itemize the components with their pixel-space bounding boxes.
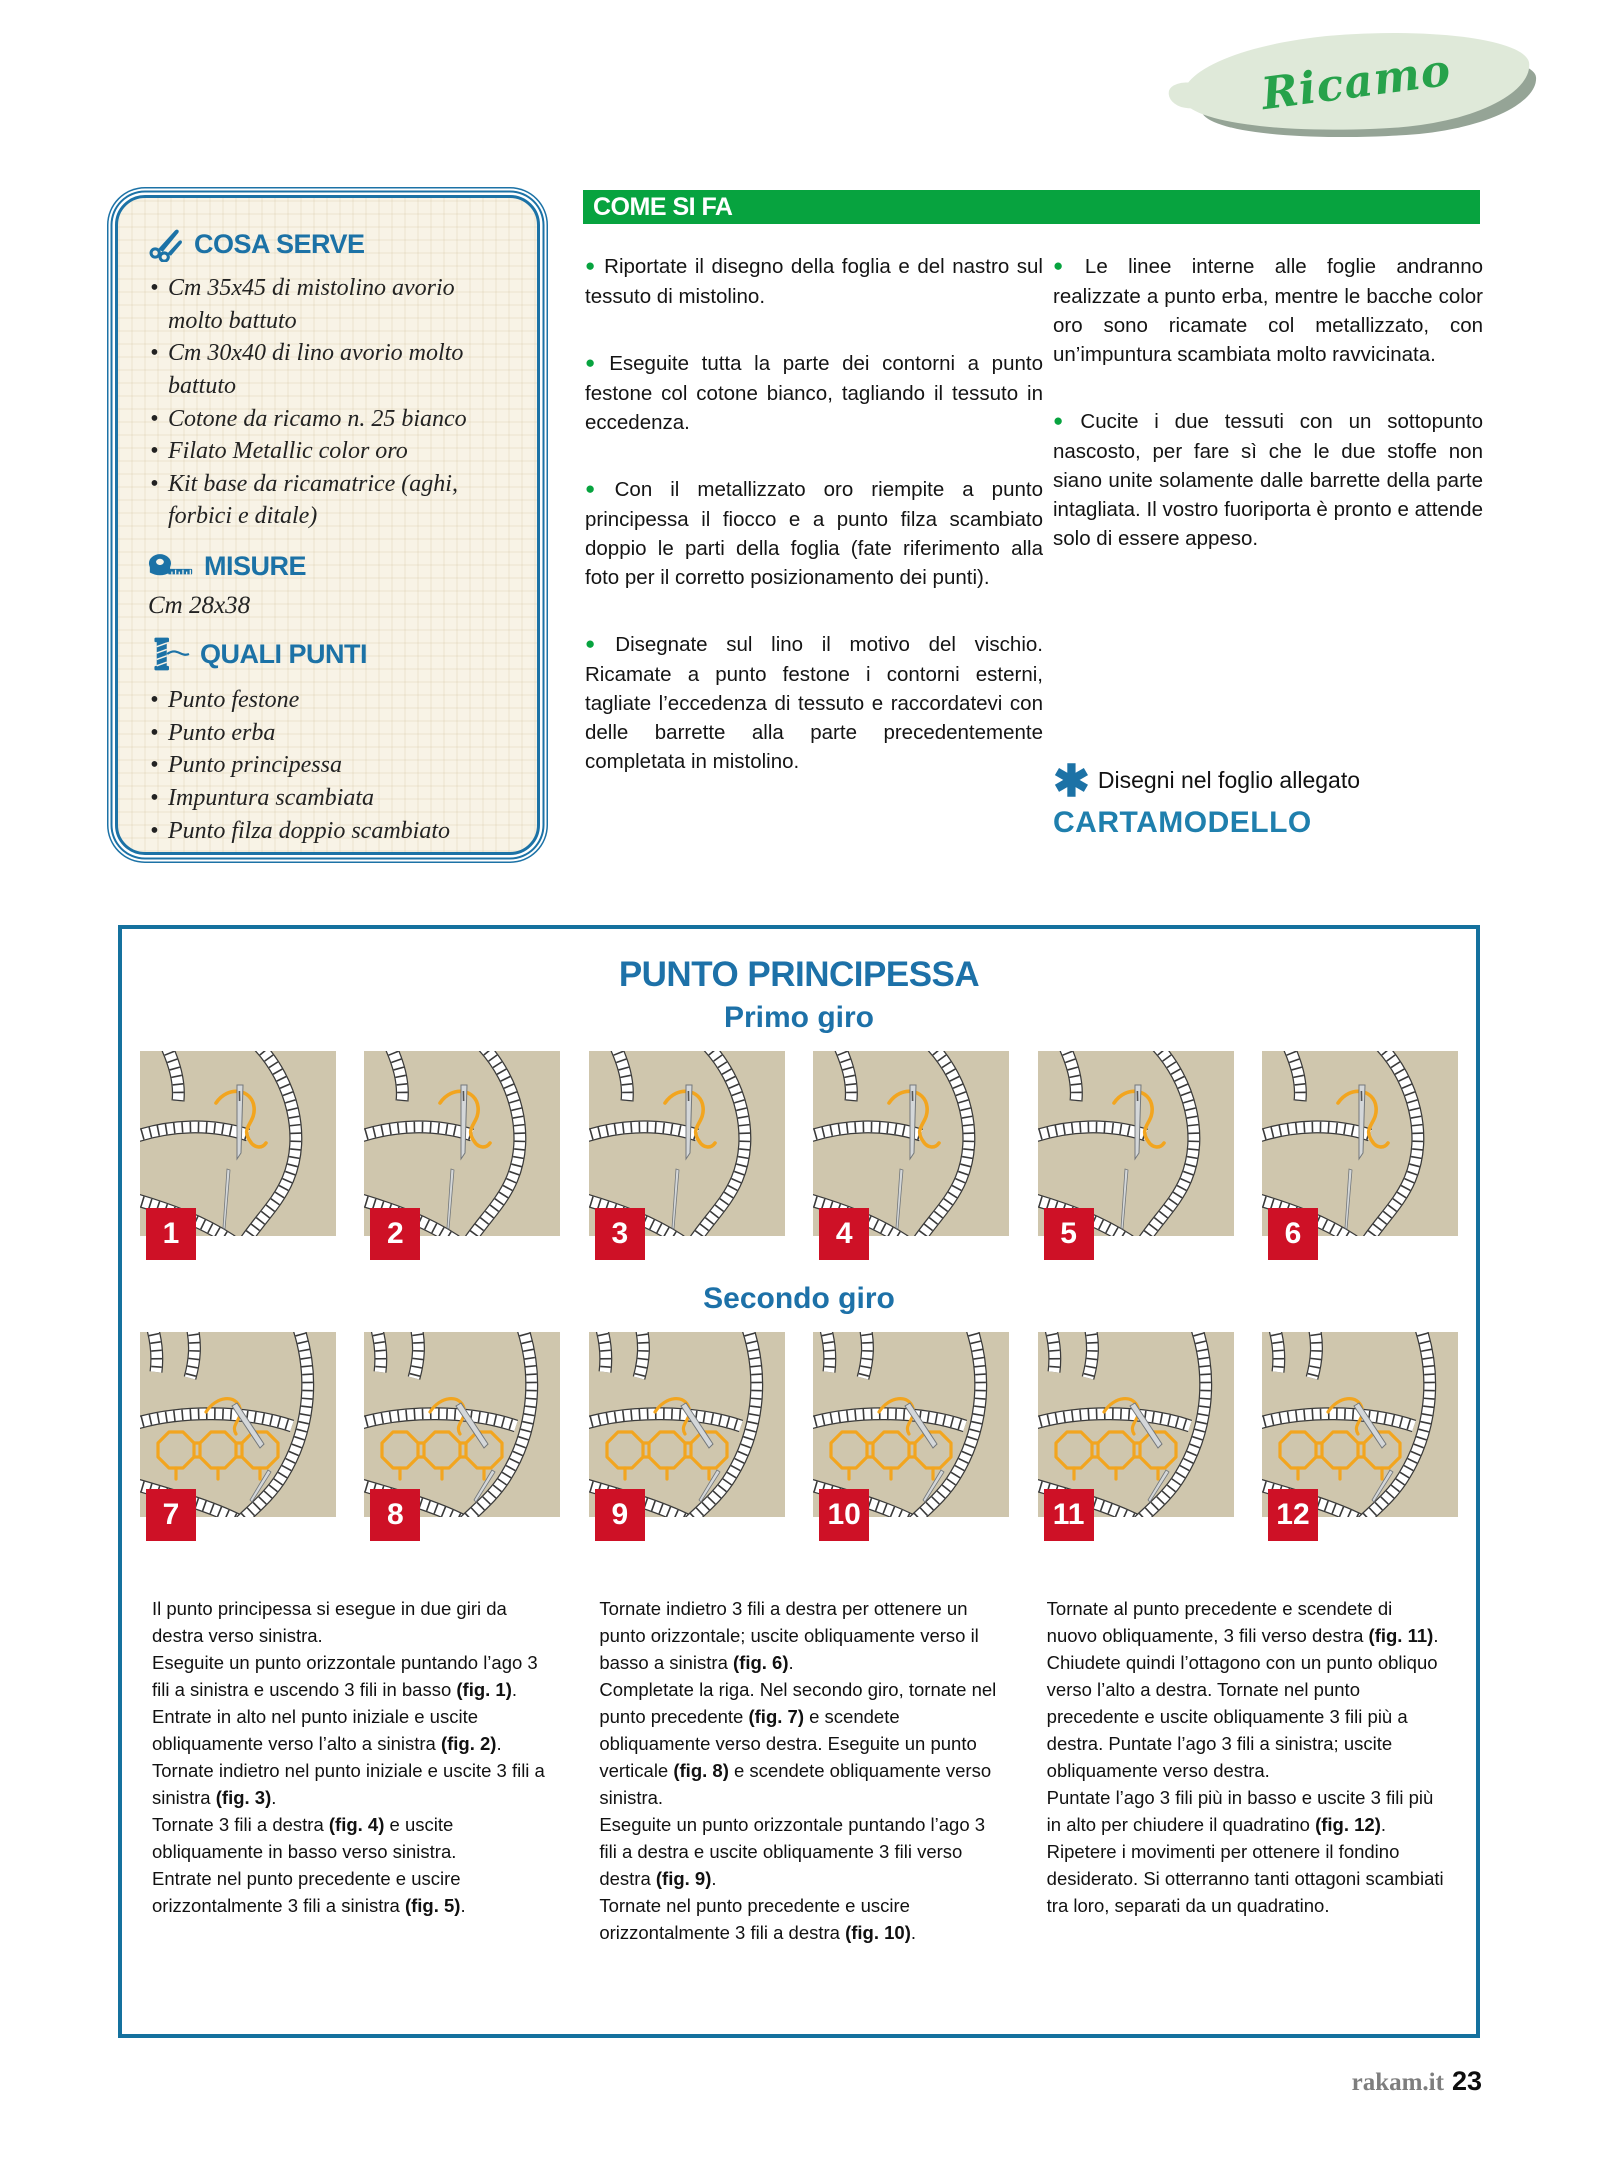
quali-punti-list [148, 684, 507, 847]
page-number: 23 [1451, 2066, 1482, 2096]
step-text: Riportate il disegno della foglia e del nastro sul tessuto di mistolino. [585, 255, 1043, 308]
scissors-icon [148, 226, 184, 262]
instruction-line: Tornate indietro nel punto iniziale e uscite 3 fili a sinistra (fig. 3). [152, 1760, 545, 1808]
stitch-step-figure [1262, 1051, 1458, 1250]
quali-punti-heading [148, 634, 507, 674]
secondo-giro-row [138, 1332, 1460, 1531]
step-paragraph [585, 630, 1043, 776]
asterisk-icon: ✱ [1053, 757, 1090, 806]
instruction-line: Tornate nel punto precedente e uscire orizzontalmente 3 fili a destra (fig. 10). [599, 1895, 917, 1943]
misure-heading [148, 551, 507, 582]
cartamodello-title: CARTAMODELLO [1053, 806, 1312, 839]
step-number-badge: 5 [1044, 1208, 1094, 1260]
stitch-step-figure [1038, 1051, 1234, 1250]
primo-giro-title: Primo giro [723, 1001, 874, 1034]
instruction-line: Tornate 3 fili a destra (fig. 4) e uscite obliquamente in basso verso sinistra. [152, 1814, 457, 1862]
step-number-badge: 11 [1044, 1489, 1094, 1541]
list-item: • Punto filza doppio scambiato [148, 815, 507, 848]
step-number-badge: 1 [146, 1208, 196, 1260]
misure-value: Cm 28x38 [148, 592, 251, 619]
ricamo-label: Ricamo [1258, 44, 1454, 120]
step-number-badge: 12 [1268, 1489, 1318, 1541]
instructions-column-1 [152, 1595, 551, 1946]
instruction-line: Eseguite un punto orizzontale puntando l’ago 3 fili a destra e uscite obliquamente 3 fili verso destra (fig. 9). [599, 1814, 986, 1889]
step-text: Eseguite tutta la parte dei contorni a punto festone col cotone bianco, tagliando il tessuto in eccedenza. [585, 352, 1043, 434]
primo-giro-row [138, 1051, 1460, 1250]
bullet-icon: ● [585, 353, 603, 372]
instructions-column-2 [599, 1595, 998, 1946]
step-paragraph [585, 475, 1043, 592]
instruction-line: Puntate l’ago 3 fili più in basso e uscite 3 fili più in alto per chiudere il quadratino (fig. 12). [1046, 1787, 1434, 1835]
step-number-badge: 3 [595, 1208, 645, 1260]
instruction-line: Eseguite un punto orizzontale puntando l’ago 3 fili a sinistra e uscendo 3 fili in basso (fig. 1). [152, 1652, 538, 1700]
step-paragraph [1053, 252, 1483, 369]
step-number-badge: 2 [370, 1208, 420, 1260]
stitch-step-figure [589, 1332, 785, 1531]
stitch-step-figure [364, 1051, 560, 1250]
thread-spool-icon [148, 634, 190, 674]
stitch-step-figure [813, 1332, 1009, 1531]
instruction-line: Tornate indietro 3 fili a destra per ottenere un punto orizzontale; uscite obliquamente verso il basso a sinistra (fig. 6). [599, 1598, 979, 1673]
list-item: • Filato Metallic color oro [148, 435, 507, 468]
come-si-fa-column-1 [585, 252, 1043, 814]
list-item: • Punto erba [148, 717, 507, 750]
instruction-line: Chiudete quindi l’ottagono con un punto obliquo verso l’alto a destra. Tornate nel punto precedente e uscite obliquamente 3 fili più a destra. Puntate l’ago 3 fili a sinistra; uscite obliquamente verso destra. [1046, 1652, 1438, 1781]
step-number-badge: 7 [146, 1489, 196, 1541]
instruction-line: Il punto principessa si esegue in due giri da destra verso sinistra. [152, 1598, 507, 1646]
stitch-step-figure [589, 1051, 785, 1250]
step-paragraph [1053, 407, 1483, 553]
ricamo-section-badge [1179, 23, 1532, 140]
list-item: • Cm 30x40 di lino avorio molto battuto [148, 337, 507, 402]
stitch-step-figure [813, 1051, 1009, 1250]
list-item: • Punto principessa [148, 749, 507, 782]
step-paragraph [585, 252, 1043, 311]
secondo-giro-title: Secondo giro [703, 1282, 895, 1315]
list-item: • Kit base da ricamatrice (aghi, forbici e ditale) [148, 468, 507, 533]
step-number-badge: 4 [819, 1208, 869, 1260]
requirements-panel [115, 195, 540, 855]
cartamodello-note [1053, 758, 1483, 840]
bullet-icon: ● [585, 634, 609, 653]
bullet-icon: ● [585, 479, 608, 498]
stitch-step-figure [140, 1051, 336, 1250]
step-number-badge: 8 [370, 1489, 420, 1541]
instruction-line: Ripetere i movimenti per ottenere il fondino desiderato. Si otterranno tanti ottagoni scambiati tra loro, separati da un quadratino. [1046, 1841, 1444, 1916]
cosa-serve-heading [148, 226, 507, 262]
step-text: Con il metallizzato oro riempite a punto principessa il fiocco e a punto filza scambiato doppio le parti della foglia (fate riferimento alla foto per il corretto posizionamento dei punti). [585, 478, 1043, 589]
stitch-instructions [138, 1595, 1460, 1946]
list-item: • Punto festone [148, 684, 507, 717]
stitch-step-figure [1038, 1332, 1234, 1531]
punto-principessa-panel [118, 925, 1480, 2038]
stitch-step-figure [1262, 1332, 1458, 1531]
bullet-icon: ● [1053, 411, 1074, 430]
step-text: Disegnate sul lino il motivo del vischio. Ricamate a punto festone i contorni esterni, tagliate l’eccedenza di tessuto e raccordatevi con delle barrette alla parte precedentemente completata in mistolino. [585, 633, 1043, 773]
cartamodello-text: Disegni nel foglio allegato [1097, 766, 1360, 793]
quali-punti-title: QUALI PUNTI [200, 638, 367, 669]
step-number-badge: 10 [819, 1489, 869, 1541]
instruction-line: Entrate nel punto precedente e uscire orizzontalmente 3 fili a sinistra (fig. 5). [152, 1868, 466, 1916]
step-text: Le linee interne alle foglie andranno realizzate a punto erba, mentre le bacche color oro sono ricamate col metallizzato, con un’impuntura scambiata molto ravvicinata. [1053, 255, 1483, 366]
instructions-column-3 [1047, 1595, 1446, 1946]
list-item: • Cm 35x45 di mistolino avorio molto battuto [148, 272, 507, 337]
misure-title: MISURE [204, 551, 307, 581]
instruction-line: Entrate in alto nel punto iniziale e uscite obliquamente verso l’alto a sinistra (fig. 2). [152, 1706, 502, 1754]
measuring-tape-icon [148, 552, 194, 582]
list-item: • Impuntura scambiata [148, 782, 507, 815]
panel-title: PUNTO PRINCIPESSA [618, 955, 980, 994]
come-si-fa-title: COME SI FA [593, 192, 733, 221]
step-number-badge: 9 [595, 1489, 645, 1541]
cosa-serve-title: COSA SERVE [194, 228, 365, 259]
instruction-line: Completate la riga. Nel secondo giro, tornate nel punto precedente (fig. 7) e scendete obliquamente verso destra. Eseguite un punto verticale (fig. 8) e scendete obliquamente verso sinistra. [599, 1679, 997, 1808]
page-footer [1352, 2066, 1482, 2097]
cosa-serve-list [148, 272, 507, 533]
bullet-icon: ● [1053, 256, 1078, 275]
step-paragraph [585, 349, 1043, 437]
list-item: • Cotone da ricamo n. 25 bianco [148, 403, 507, 436]
site-name: rakam.it [1351, 2069, 1444, 2096]
instruction-line: Tornate al punto precedente e scendete di nuovo obliquamente, 3 fili verso destra (fig. 11). [1046, 1598, 1439, 1646]
come-si-fa-column-2 [1053, 252, 1483, 591]
bullet-icon: ● [585, 256, 598, 275]
stitch-step-figure [364, 1332, 560, 1531]
step-text: Cucite i due tessuti con un sottopunto nascosto, per fare sì che le due stoffe non siano unite solamente dalle barrette della parte intagliata. Il vostro fuoriporta è pronto e attende solo di essere appeso. [1053, 410, 1483, 550]
step-number-badge: 6 [1268, 1208, 1318, 1260]
stitch-step-figure [140, 1332, 336, 1531]
come-si-fa-header [583, 190, 1480, 224]
